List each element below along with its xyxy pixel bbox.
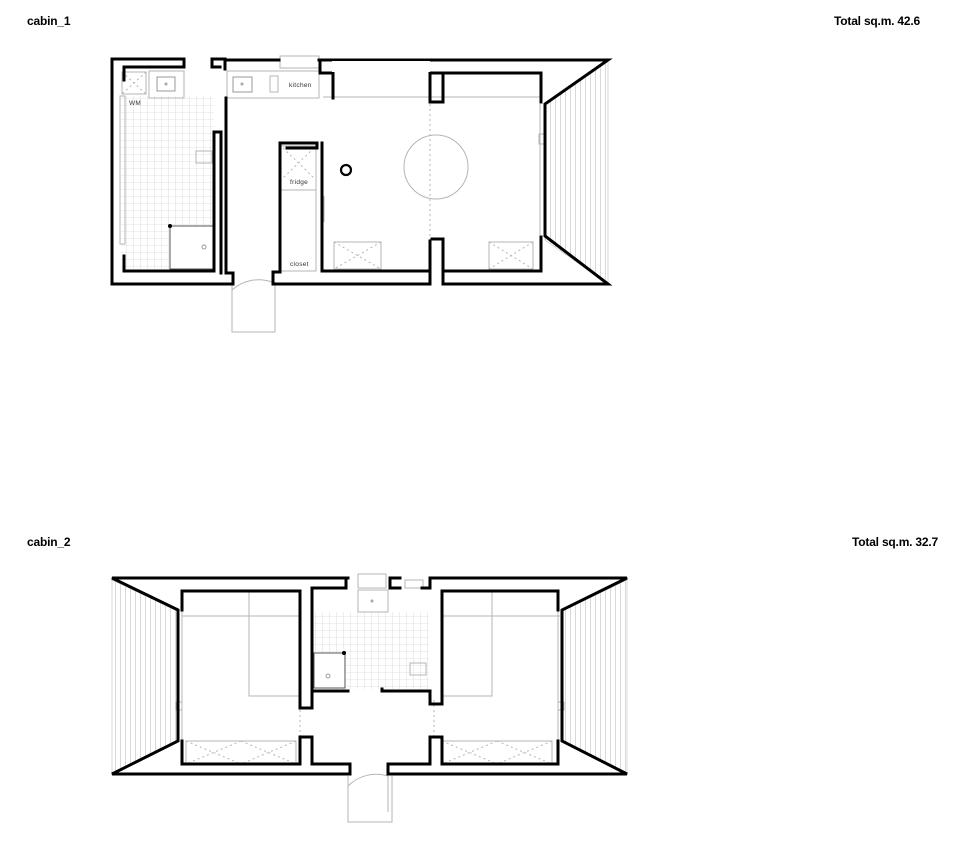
closet-label: closet: [290, 261, 309, 268]
terrace-deck: [545, 61, 608, 284]
fridge-label: fridge: [290, 179, 309, 186]
shower-tray: [170, 226, 214, 269]
right-terrace-deck: [562, 580, 627, 773]
right-bed: [442, 590, 492, 696]
right-wardrobe: [442, 741, 552, 764]
left-wardrobe: [186, 741, 296, 764]
fridge-closet-unit: [280, 146, 316, 271]
cabin1-area: Total sq.m. 42.6: [834, 14, 920, 28]
cabin2-area: Total sq.m. 32.7: [852, 535, 938, 549]
cabin2-plan: [112, 574, 627, 822]
dining-table: [404, 135, 468, 199]
left-bed: [249, 590, 299, 696]
cabin1-title: cabin_1: [27, 14, 71, 28]
cabin1-plan: [112, 56, 608, 332]
cabin2-title: cabin_2: [27, 535, 71, 549]
kitchen-label: kitchen: [289, 82, 312, 89]
wm-label: WM: [129, 100, 142, 107]
entrance-door-swing: [232, 282, 275, 332]
stove: [341, 165, 351, 175]
cabin1-wall-fill: [332, 61, 430, 72]
cabin2-entrance-door-swing: [348, 776, 392, 822]
left-terrace-deck: [112, 580, 178, 773]
cabin2-shower-tray: [314, 653, 345, 688]
bathroom-sink: [157, 77, 175, 91]
